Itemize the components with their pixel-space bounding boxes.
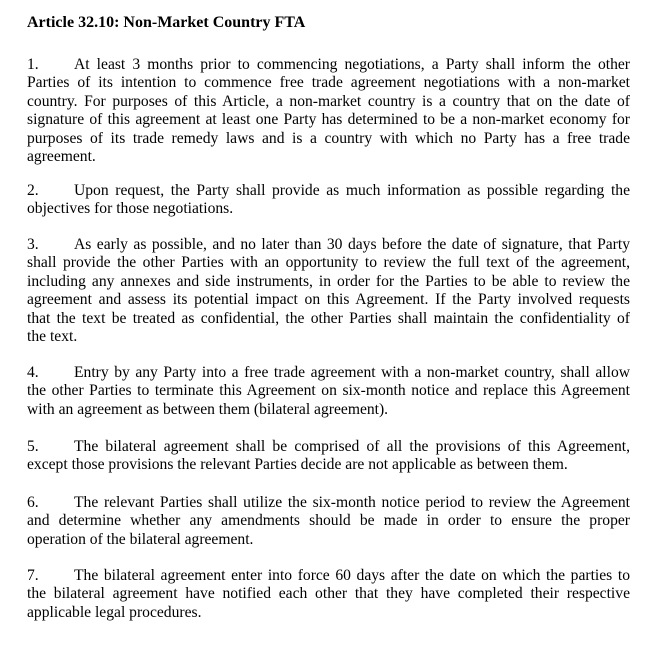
paragraph-1 <box>27 56 630 166</box>
paragraph-line: except those provisions the relevant Parties decide are not applicable as between them. <box>27 456 568 474</box>
paragraph-line: and determine whether any amendments should be made in order to ensure the proper <box>27 512 630 530</box>
paragraph-line: 1. At least 3 months prior to commencing negotiations, a Party shall inform the other <box>27 56 630 73</box>
paragraph-line: purposes of its trade remedy laws and is a country with which no Party has a free trade <box>27 129 630 147</box>
paragraph-line: the other Parties to terminate this Agreement on six-month notice and replace this Agreement <box>27 382 630 400</box>
paragraph-line: 3. As early as possible, and no later than 30 days before the date of signature, that Party <box>27 236 630 253</box>
paragraph-line: signature of this agreement at least one Party has determined to be a non-market economy for <box>27 111 630 129</box>
paragraph-line: shall provide the other Parties with an opportunity to review the full text of the agreement, <box>27 254 630 272</box>
paragraph-number: 6. <box>27 494 39 511</box>
paragraph-5 <box>27 438 630 475</box>
paragraph-line: the text. <box>27 327 78 345</box>
paragraph-number: 3. <box>27 236 39 253</box>
paragraph-line: 5. The bilateral agreement shall be comprised of all the provisions of this Agreement, <box>27 438 630 455</box>
article-title: Article 32.10: Non-Market Country FTA <box>27 14 306 31</box>
paragraph-line: 4. Entry by any Party into a free trade agreement with a non-market country, shall allow <box>27 364 630 381</box>
paragraph-7 <box>27 567 630 622</box>
paragraph-line: agreement and assess its potential impact on this Agreement. If the Party involved requests <box>27 291 630 309</box>
paragraph-line: 7. The bilateral agreement enter into force 60 days after the date on which the parties to <box>27 567 630 584</box>
paragraph-line: 2. Upon request, the Party shall provide as much information as possible regarding the <box>27 182 630 199</box>
paragraph-number: 4. <box>27 364 39 381</box>
paragraph-number: 5. <box>27 438 39 455</box>
paragraph-2 <box>27 182 630 219</box>
paragraph-line: country. For purposes of this Article, a non-market country is a country that on the date of <box>27 92 630 110</box>
paragraph-line: Parties of its intention to commence free trade agreement negotiations with a non-market <box>27 74 630 92</box>
paragraph-line: 6. The relevant Parties shall utilize the six-month notice period to review the Agreement <box>27 494 630 511</box>
paragraph-6 <box>27 494 630 549</box>
paragraph-line: agreement. <box>27 147 96 165</box>
paragraph-line: including any annexes and side instruments, in order for the Parties to be able to review the <box>27 272 630 290</box>
paragraph-number: 1. <box>27 56 39 73</box>
paragraph-4 <box>27 364 630 419</box>
paragraph-line: that the text be treated as confidential, the other Parties shall maintain the confidentiality of <box>27 309 630 327</box>
paragraph-number: 7. <box>27 567 39 584</box>
paragraph-line: applicable legal procedures. <box>27 603 202 621</box>
paragraph-line: with an agreement as between them (bilateral agreement). <box>27 400 389 418</box>
paragraph-line: operation of the bilateral agreement. <box>27 530 254 548</box>
paragraph-number: 2. <box>27 182 39 199</box>
paragraph-line: objectives for those negotiations. <box>27 200 234 218</box>
paragraph-line: the bilateral agreement have notified each other that they have completed their respective <box>27 585 630 603</box>
paragraph-3 <box>27 236 630 346</box>
